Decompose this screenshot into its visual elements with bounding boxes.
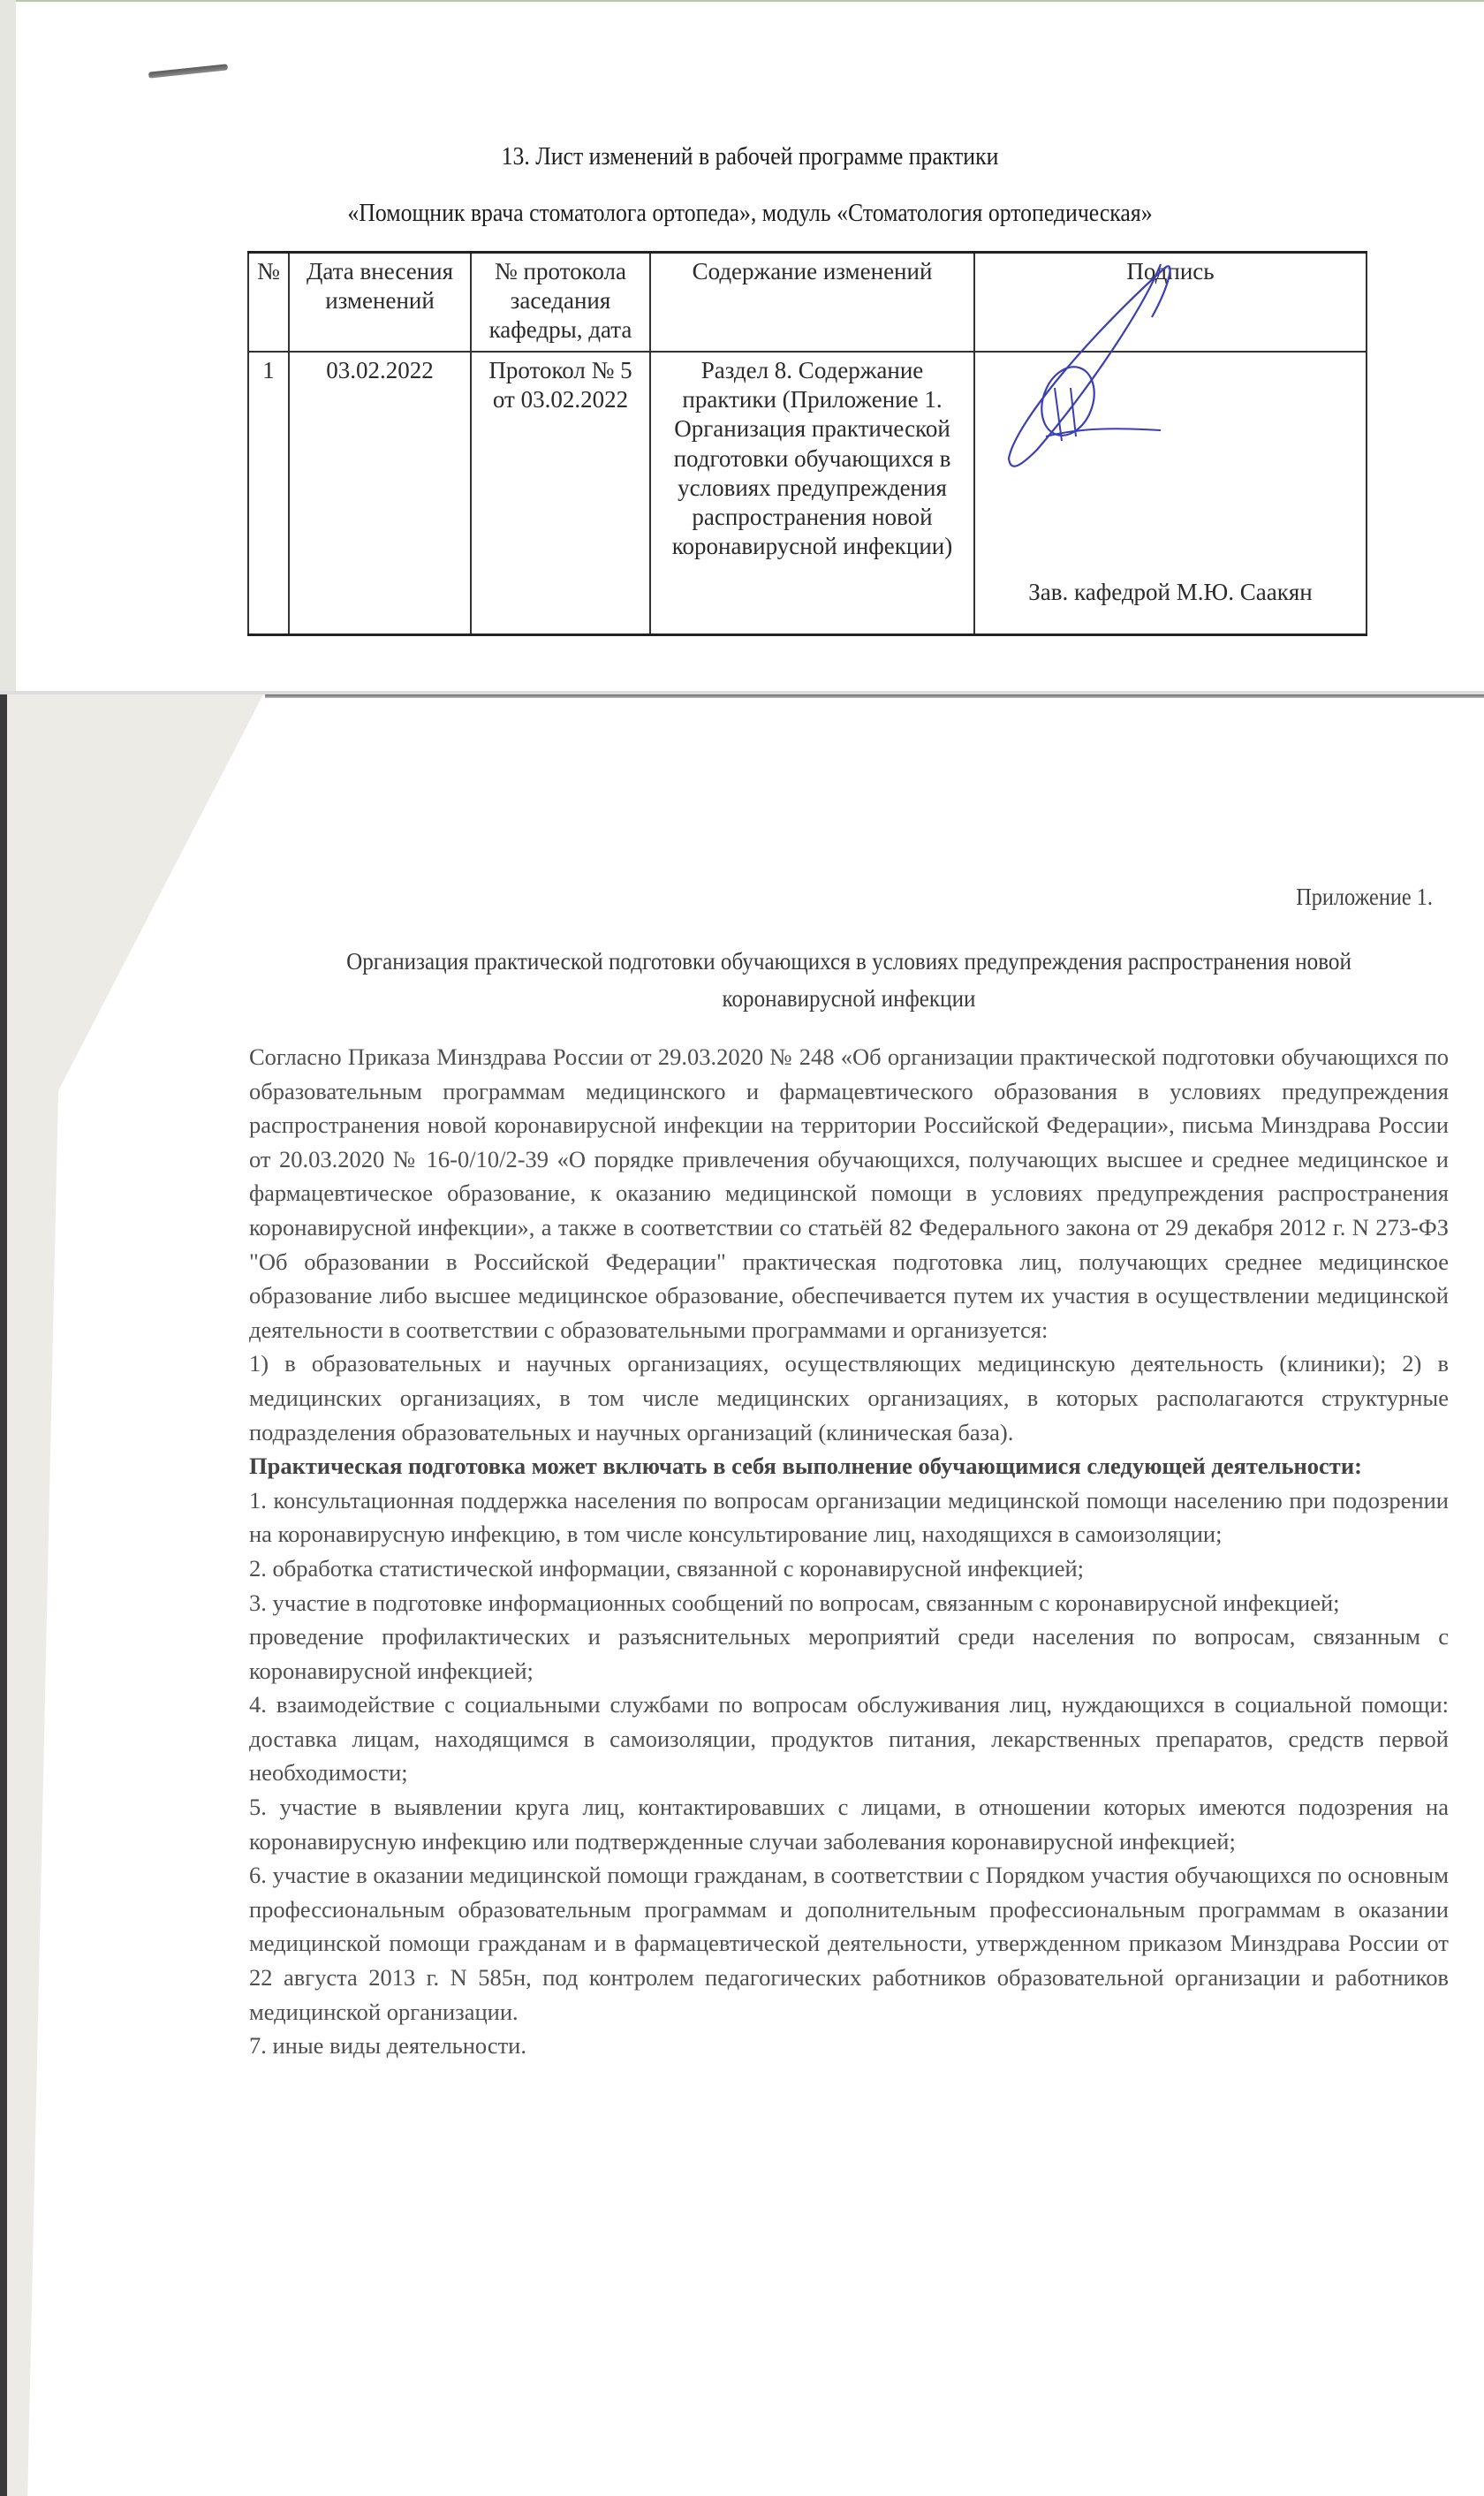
header-signature: Подпись bbox=[974, 253, 1367, 353]
cell-number: 1 bbox=[248, 352, 289, 635]
appendix-title: Организация практической подготовки обучающихся в условиях предупреждения распространения новой коронавирусной инфекции bbox=[346, 948, 1352, 1012]
list-item: 2. обработка статистической информации, связанной с коронавирусной инфекцией; bbox=[249, 1554, 1085, 1582]
signatory-name: Зав. кафедрой М.Ю. Саакян bbox=[1028, 578, 1313, 605]
table-row bbox=[248, 352, 1367, 635]
changes-table bbox=[247, 251, 1367, 636]
list-item: 5. участие в выявлении круга лиц, контактировавших с лицами, в отношении которых имеются подозрения на коронавирусную инфекцию или подтвержденные случаи заболевания коронавирусной инфекцией; bbox=[249, 1794, 1449, 1855]
handwritten-signature-icon bbox=[984, 255, 1187, 485]
header-protocol: № протокола заседания кафедры, дата bbox=[471, 253, 650, 353]
appendix-label: Приложение 1. bbox=[1296, 884, 1433, 910]
page-top-edge bbox=[265, 694, 1484, 698]
pen-mark bbox=[148, 64, 228, 78]
header-content: Содержание изменений bbox=[650, 253, 974, 353]
page-title: 13. Лист изменений в рабочей программе практики bbox=[501, 143, 999, 171]
list-item: 6. участие в оказании медицинской помощи гражданам, в соответствии с Порядком участия обучающихся по основным профессиональным образовательным программам и дополнительным профессиональным программам в оказании медицинской помощи гражданам и в фармацевтической деятельности, утвержденном приказом Минздрава России от 22 августа 2013 г. N 585н, под контролем педагогических работников образовательной организации и работников медицинской организации. bbox=[249, 1862, 1449, 2025]
program-subtitle: «Помощник врача стоматолога ортопеда», модуль «Стоматология ортопедическая» bbox=[347, 200, 1153, 227]
list-item: 4. взаимодействие с социальными службами по вопросам обслуживания лиц, нуждающихся в социальной помощи: доставка лицам, находящимся в самоизоляции, продуктов питания, лекарственных препаратов, средств первой необходимости; bbox=[249, 1691, 1449, 1787]
header-date: Дата внесения изменений bbox=[289, 253, 471, 353]
table-header-row bbox=[248, 253, 1367, 353]
cell-signature bbox=[974, 352, 1367, 635]
header-number: № bbox=[248, 253, 289, 353]
scan-left-edge bbox=[0, 0, 16, 691]
list-item: 3. участие в подготовке информационных сообщений по вопросам, связанным с коронавирусной инфекцией; bbox=[249, 1589, 1340, 1616]
cell-content: Раздел 8. Содержание практики (Приложение 1. Организация практической подготовки обучающихся в условиях предупреждения распространения новой коронавирусной инфекции) bbox=[650, 352, 974, 635]
list-item: проведение профилактических и разъяснительных мероприятий среди населения по вопросам, связанным с коронавирусной инфекцией; bbox=[249, 1623, 1449, 1684]
intro-paragraph: Согласно Приказа Минздрава России от 29.03.2020 № 248 «Об организации практической подготовки обучающихся по образовательным программам медицинского и фармацевтического образования в условиях предупреждения распространения новой коронавирусной инфекции на территории Российской Федерации», письма Минздрава России от 20.03.2020 № 16-0/10/2-39 «О порядке привлечения обучающихся, получающих высшее и среднее медицинское и фармацевтическое образование, к оказанию медицинской помощи в условиях предупреждения распространения коронавирусной инфекции», а также в соответствии со статьёй 82 Федерального закона от 29 декабря 2012 г. N 273-ФЗ "Об образовании в Российской Федерации" практическая подготовка лиц, получающих среднее медицинское образование либо высшее медицинское образование, обеспечивается путем их участия в осуществлении медицинской деятельности в соответствии с образовательными программами и организуется: bbox=[249, 1043, 1449, 1343]
list-item: 1. консультационная поддержка населения по вопросам организации медицинской помощи населению при подозрении на коронавирусную инфекцию, в том числе консультирование лиц, находящихся в самоизоляции; bbox=[249, 1486, 1449, 1548]
organization-places: 1) в образовательных и научных организациях, осуществляющих медицинскую деятельность (клиники); 2) в медицинских организациях, в том числе медицинских организациях, в которых располагаются структурные подразделения образовательных и научных организаций (клиническая база). bbox=[249, 1350, 1449, 1445]
cell-date: 03.02.2022 bbox=[289, 352, 471, 635]
scan-dark-edge bbox=[0, 694, 7, 2496]
activities-heading: Практическая подготовка может включать в себя выполнение обучающимися следующей деятельности: bbox=[249, 1453, 1362, 1480]
cell-protocol: Протокол № 5 от 03.02.2022 bbox=[471, 352, 650, 635]
appendix-body bbox=[249, 1040, 1449, 2063]
list-item: 7. иные виды деятельности. bbox=[249, 2032, 526, 2060]
